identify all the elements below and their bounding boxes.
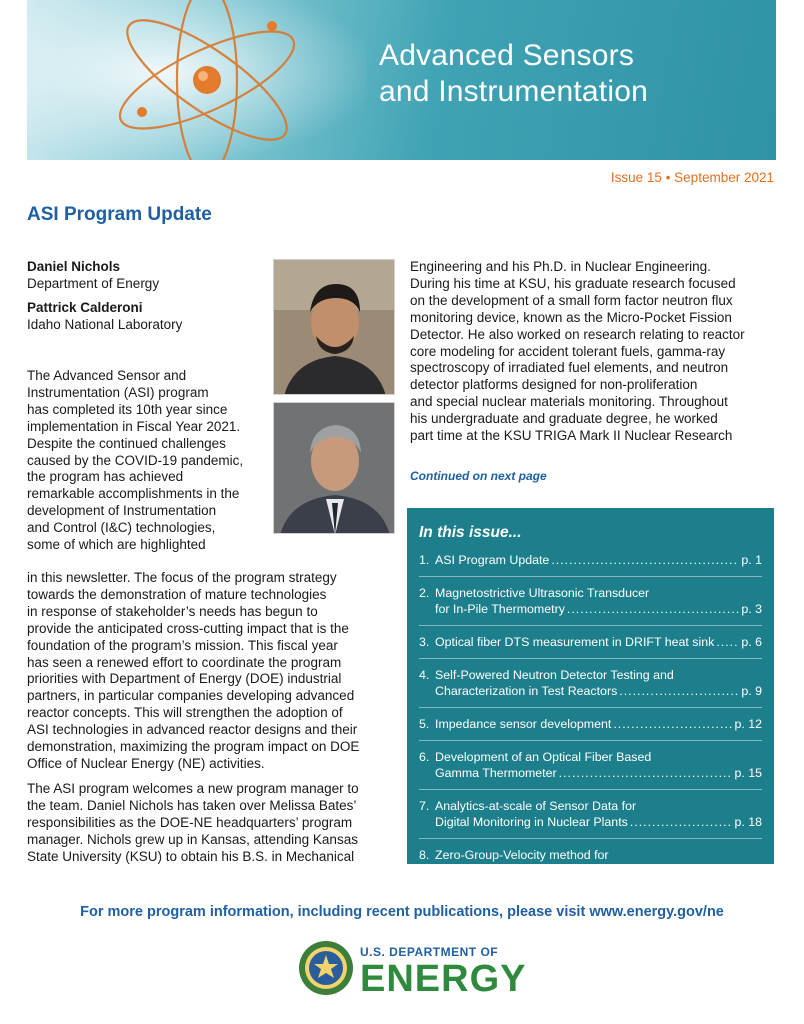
toc-item-title: Impedance sensor development [435, 717, 612, 731]
toc-item-title: Characterization in Test Reactors [435, 684, 618, 698]
toc-item-entry [435, 814, 762, 830]
text-line: development of Instrumentation [27, 503, 217, 519]
issue-date: Issue 15 • September 2021 [610, 170, 774, 185]
text-line: part time at the KSU TRIGA Mark II Nuclear Research [410, 428, 733, 444]
text-line: in response of stakeholder’s needs has begun to [27, 603, 318, 619]
banner-title [379, 38, 648, 110]
author-photo-nichols [273, 259, 395, 395]
banner-title-line2: and Instrumentation [379, 75, 648, 108]
atom-icon [97, 0, 317, 160]
continued-link[interactable]: Continued on next page [410, 469, 547, 483]
toc-item-title-line: Development of an Optical Fiber Based [435, 750, 652, 764]
text-line: and special nuclear materials monitoring. Throughout [410, 394, 728, 410]
article-text-welcome [27, 781, 395, 866]
toc-item-page: p. 15 [734, 766, 762, 780]
toc-item-number: 4. [419, 668, 430, 682]
article-text-right-column [410, 259, 765, 445]
author-block-1 [27, 258, 159, 292]
toc-item-entry [435, 601, 762, 617]
text-line: The Advanced Sensor and [27, 368, 187, 383]
toc-item[interactable] [419, 847, 762, 887]
toc-item[interactable] [419, 749, 762, 790]
text-line: detector platforms designed for non-proliferation [410, 377, 698, 393]
text-line: The ASI program welcomes a new program manager to [27, 781, 359, 796]
text-line: demonstration, maximizing the program impact on DOE [27, 739, 360, 755]
text-line: foundation of the program’s mission. This fiscal year [27, 637, 338, 653]
in-this-issue-box [407, 508, 774, 878]
toc-dot-leader [559, 765, 733, 781]
toc-list [419, 552, 762, 887]
doe-wordmark-big: ENERGY [360, 958, 527, 1000]
toc-item-number: 2. [419, 586, 430, 600]
author-block-2 [27, 299, 182, 333]
toc-item-title: Optical fiber DTS measurement in DRIFT heat sink [435, 635, 715, 649]
toc-dot-leader [551, 552, 739, 568]
article-text-continued [27, 570, 395, 773]
text-line: the team. Daniel Nichols has taken over Melissa Bates’ [27, 797, 357, 813]
author-org: Department of Energy [27, 276, 160, 291]
toc-item-page: p. 21 [734, 864, 762, 878]
portrait-icon [274, 260, 395, 395]
toc-dot-leader [630, 814, 733, 830]
text-line: in this newsletter. The focus of the program strategy [27, 570, 337, 585]
toc-heading: In this issue... [419, 524, 522, 541]
toc-item[interactable] [419, 585, 762, 626]
text-line: implementation in Fiscal Year 2021. [27, 418, 241, 434]
text-line: manager. Nichols grew up in Kansas, attending Kansas [27, 831, 358, 847]
text-line: ASI technologies in advanced reactor designs and their [27, 722, 358, 738]
text-line: some of which are highlighted [27, 537, 206, 553]
toc-dot-leader [606, 863, 732, 879]
toc-item-entry [435, 716, 762, 732]
doe-wordmark-small: U.S. DEPARTMENT OF [360, 945, 499, 959]
toc-item-title: Digital Monitoring in Nuclear Plants [435, 815, 628, 829]
toc-item-title: for In-Pile Thermometry [435, 602, 565, 616]
text-line: responsibilities as the DOE-NE headquarters’ program [27, 814, 353, 830]
toc-item-title: microstructure characterization [435, 864, 605, 878]
author-photo-calderoni [273, 402, 395, 534]
toc-item-entry [435, 634, 762, 650]
article-text-intro [27, 368, 267, 554]
text-line: his undergraduate and graduate degree, he worked [410, 411, 718, 427]
text-line: provide the anticipated cross-cutting impact that is the [27, 620, 349, 636]
text-line: reactor concepts. This will strengthen the adoption of [27, 705, 343, 721]
portrait-icon [274, 403, 395, 534]
author-name: Pattrick Calderoni [27, 300, 143, 315]
text-line: partners, in particular companies developing advanced [27, 688, 355, 704]
text-line: Office of Nuclear Energy (NE) activities. [27, 755, 265, 771]
text-line: remarkable accomplishments in the [27, 486, 240, 502]
toc-item-title-line: Analytics-at-scale of Sensor Data for [435, 799, 637, 813]
toc-item-number: 7. [419, 799, 430, 813]
text-line: State University (KSU) to obtain his B.S. in Mechanical [27, 848, 355, 864]
toc-dot-leader [613, 716, 732, 732]
text-line: caused by the COVID-19 pandemic, [27, 452, 244, 468]
toc-item-entry [435, 765, 762, 781]
text-line: During his time at KSU, his graduate research focused [410, 275, 736, 291]
toc-item-page: p. 6 [741, 635, 762, 649]
text-line: spectroscopy of irradiated fuel elements, and neutron [410, 360, 729, 376]
doe-seal-icon [298, 940, 354, 996]
toc-item-entry [435, 683, 762, 699]
doe-wordmark [360, 945, 526, 998]
toc-item-title-line: Magnetostrictive Ultrasonic Transducer [435, 586, 650, 600]
toc-dot-leader [716, 634, 739, 650]
text-line: has completed its 10th year since [27, 401, 228, 417]
text-line: Detector. He also worked on research relating to reactor [410, 326, 745, 342]
toc-dot-leader [567, 601, 739, 617]
toc-item[interactable] [419, 667, 762, 708]
toc-item-number: 1. [419, 553, 430, 567]
author-name: Daniel Nichols [27, 259, 121, 274]
text-line: monitoring device, known as the Micro-Pocket Fission [410, 309, 732, 325]
text-line: Engineering and his Ph.D. in Nuclear Engineering. [410, 259, 711, 274]
banner-title-line1: Advanced Sensors [379, 39, 635, 72]
text-line: core modeling for accident tolerant fuels, gamma-ray [410, 343, 726, 359]
toc-item-page: p. 1 [741, 553, 762, 567]
text-line: has seen a renewed effort to coordinate the program [27, 654, 342, 670]
toc-item-title: ASI Program Update [435, 553, 550, 567]
text-line: and Control (I&C) technologies, [27, 520, 216, 536]
text-line: priorities with Department of Energy (DOE) industrial [27, 671, 342, 687]
toc-item-page: p. 18 [734, 815, 762, 829]
text-line: the program has achieved [27, 469, 184, 485]
toc-item-number: 5. [419, 717, 430, 731]
toc-dot-leader [619, 683, 739, 699]
toc-item-number: 3. [419, 635, 430, 649]
text-line: towards the demonstration of mature technologies [27, 586, 327, 602]
toc-item-page: p. 3 [741, 602, 762, 616]
toc-item[interactable] [419, 798, 762, 839]
toc-item-page: p. 9 [741, 684, 762, 698]
author-org: Idaho National Laboratory [27, 317, 183, 332]
newsletter-banner [27, 0, 776, 160]
text-line: on the development of a small form factor neutron flux [410, 292, 733, 308]
toc-item-title-line: Zero-Group-Velocity method for [435, 848, 609, 862]
toc-item[interactable] [419, 552, 762, 577]
toc-item[interactable] [419, 716, 762, 741]
toc-item-entry [435, 863, 762, 879]
toc-item[interactable] [419, 634, 762, 659]
text-line: Despite the continued challenges [27, 435, 226, 451]
toc-item-number: 6. [419, 750, 430, 764]
footer-info-link[interactable]: For more program information, including recent publications, please visit www.energy.gov/ne [80, 904, 724, 920]
toc-item-entry [435, 552, 762, 568]
section-title: ASI Program Update [27, 204, 212, 225]
text-line: Instrumentation (ASI) program [27, 384, 209, 400]
toc-item-page: p. 12 [734, 717, 762, 731]
toc-item-number: 8. [419, 848, 430, 862]
toc-item-title: Gamma Thermometer [435, 766, 557, 780]
toc-item-title-line: Self-Powered Neutron Detector Testing and [435, 668, 674, 682]
